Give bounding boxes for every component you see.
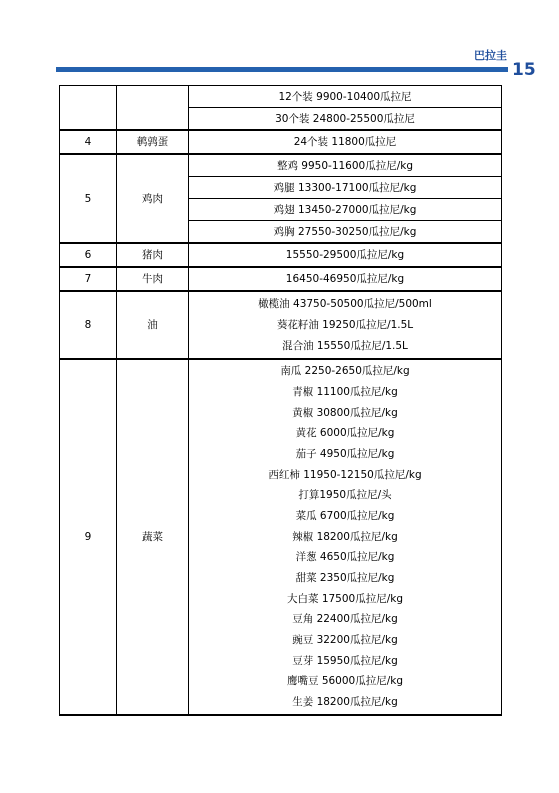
price-line: 西红柿 11950-12150瓜拉尼/kg [268,468,422,481]
row-item-name: 牛肉 [117,267,189,291]
page-number: 15 [512,60,536,80]
table-row [60,291,502,359]
row-item-name: 猪肉 [117,243,189,267]
price-line: 15550-29500瓜拉尼/kg [189,243,502,267]
price-line: 打算1950瓜拉尼/头 [298,489,392,502]
price-line: 南瓜 2250-2650瓜拉尼/kg [280,365,410,378]
row-item-name: 蔬菜 [117,359,189,715]
price-line: 甜菜 2350瓜拉尼/kg [295,572,395,585]
header-rule [56,67,508,72]
price-line: 黄椒 30800瓜拉尼/kg [292,406,398,419]
price-line: 16450-46950瓜拉尼/kg [189,267,502,291]
price-line: 混合油 15550瓜拉尼/1.5L [282,339,408,352]
price-line: 鸡翅 13450-27000瓜拉尼/kg [189,199,502,221]
price-line: 12个装 9900-10400瓜拉尼 [189,86,502,108]
row-number: 7 [60,267,117,291]
price-line: 菜瓜 6700瓜拉尼/kg [295,509,395,522]
row-number: 4 [60,130,117,154]
price-line: 鸡胸 27550-30250瓜拉尼/kg [189,221,502,244]
price-line: 豌豆 32200瓜拉尼/kg [292,634,398,647]
table-row [60,267,502,291]
row-number [60,86,117,131]
price-line: 大白菜 17500瓜拉尼/kg [286,592,404,605]
price-line: 黄花 6000瓜拉尼/kg [295,427,395,440]
table-row [60,154,502,177]
price-line: 鸡腿 13300-17100瓜拉尼/kg [189,177,502,199]
price-line: 豆芽 15950瓜拉尼/kg [292,654,398,667]
table-row [60,86,502,108]
price-line: 整鸡 9950-11600瓜拉尼/kg [189,154,502,177]
price-line: 葵花籽油 19250瓜拉尼/1.5L [276,318,414,331]
row-number: 6 [60,243,117,267]
table-row [60,243,502,267]
price-lines [189,291,502,359]
price-line: 生姜 18200瓜拉尼/kg [292,696,398,709]
price-line: 洋葱 4650瓜拉尼/kg [295,551,395,564]
price-line: 青椒 11100瓜拉尼/kg [292,385,398,398]
price-line: 30个装 24800-25500瓜拉尼 [189,108,502,131]
price-line: 鹰嘴豆 56000瓜拉尼/kg [286,675,404,688]
price-line: 豆角 22400瓜拉尼/kg [292,613,398,626]
row-item-name: 鹌鹑蛋 [117,130,189,154]
price-line: 辣椒 18200瓜拉尼/kg [292,530,398,543]
table-row [60,359,502,715]
row-number: 8 [60,291,117,359]
price-line: 24个装 11800瓜拉尼 [189,130,502,154]
header-title: 巴拉圭 [474,49,507,62]
row-item-name [117,86,189,131]
row-number: 5 [60,154,117,243]
row-item-name: 油 [117,291,189,359]
row-item-name: 鸡肉 [117,154,189,243]
price-line: 茄子 4950瓜拉尼/kg [295,447,395,460]
price-table [59,85,502,716]
table-row [60,130,502,154]
price-line: 橄榄油 43750-50500瓜拉尼/500ml [258,297,432,310]
row-number: 9 [60,359,117,715]
price-lines [189,359,502,715]
